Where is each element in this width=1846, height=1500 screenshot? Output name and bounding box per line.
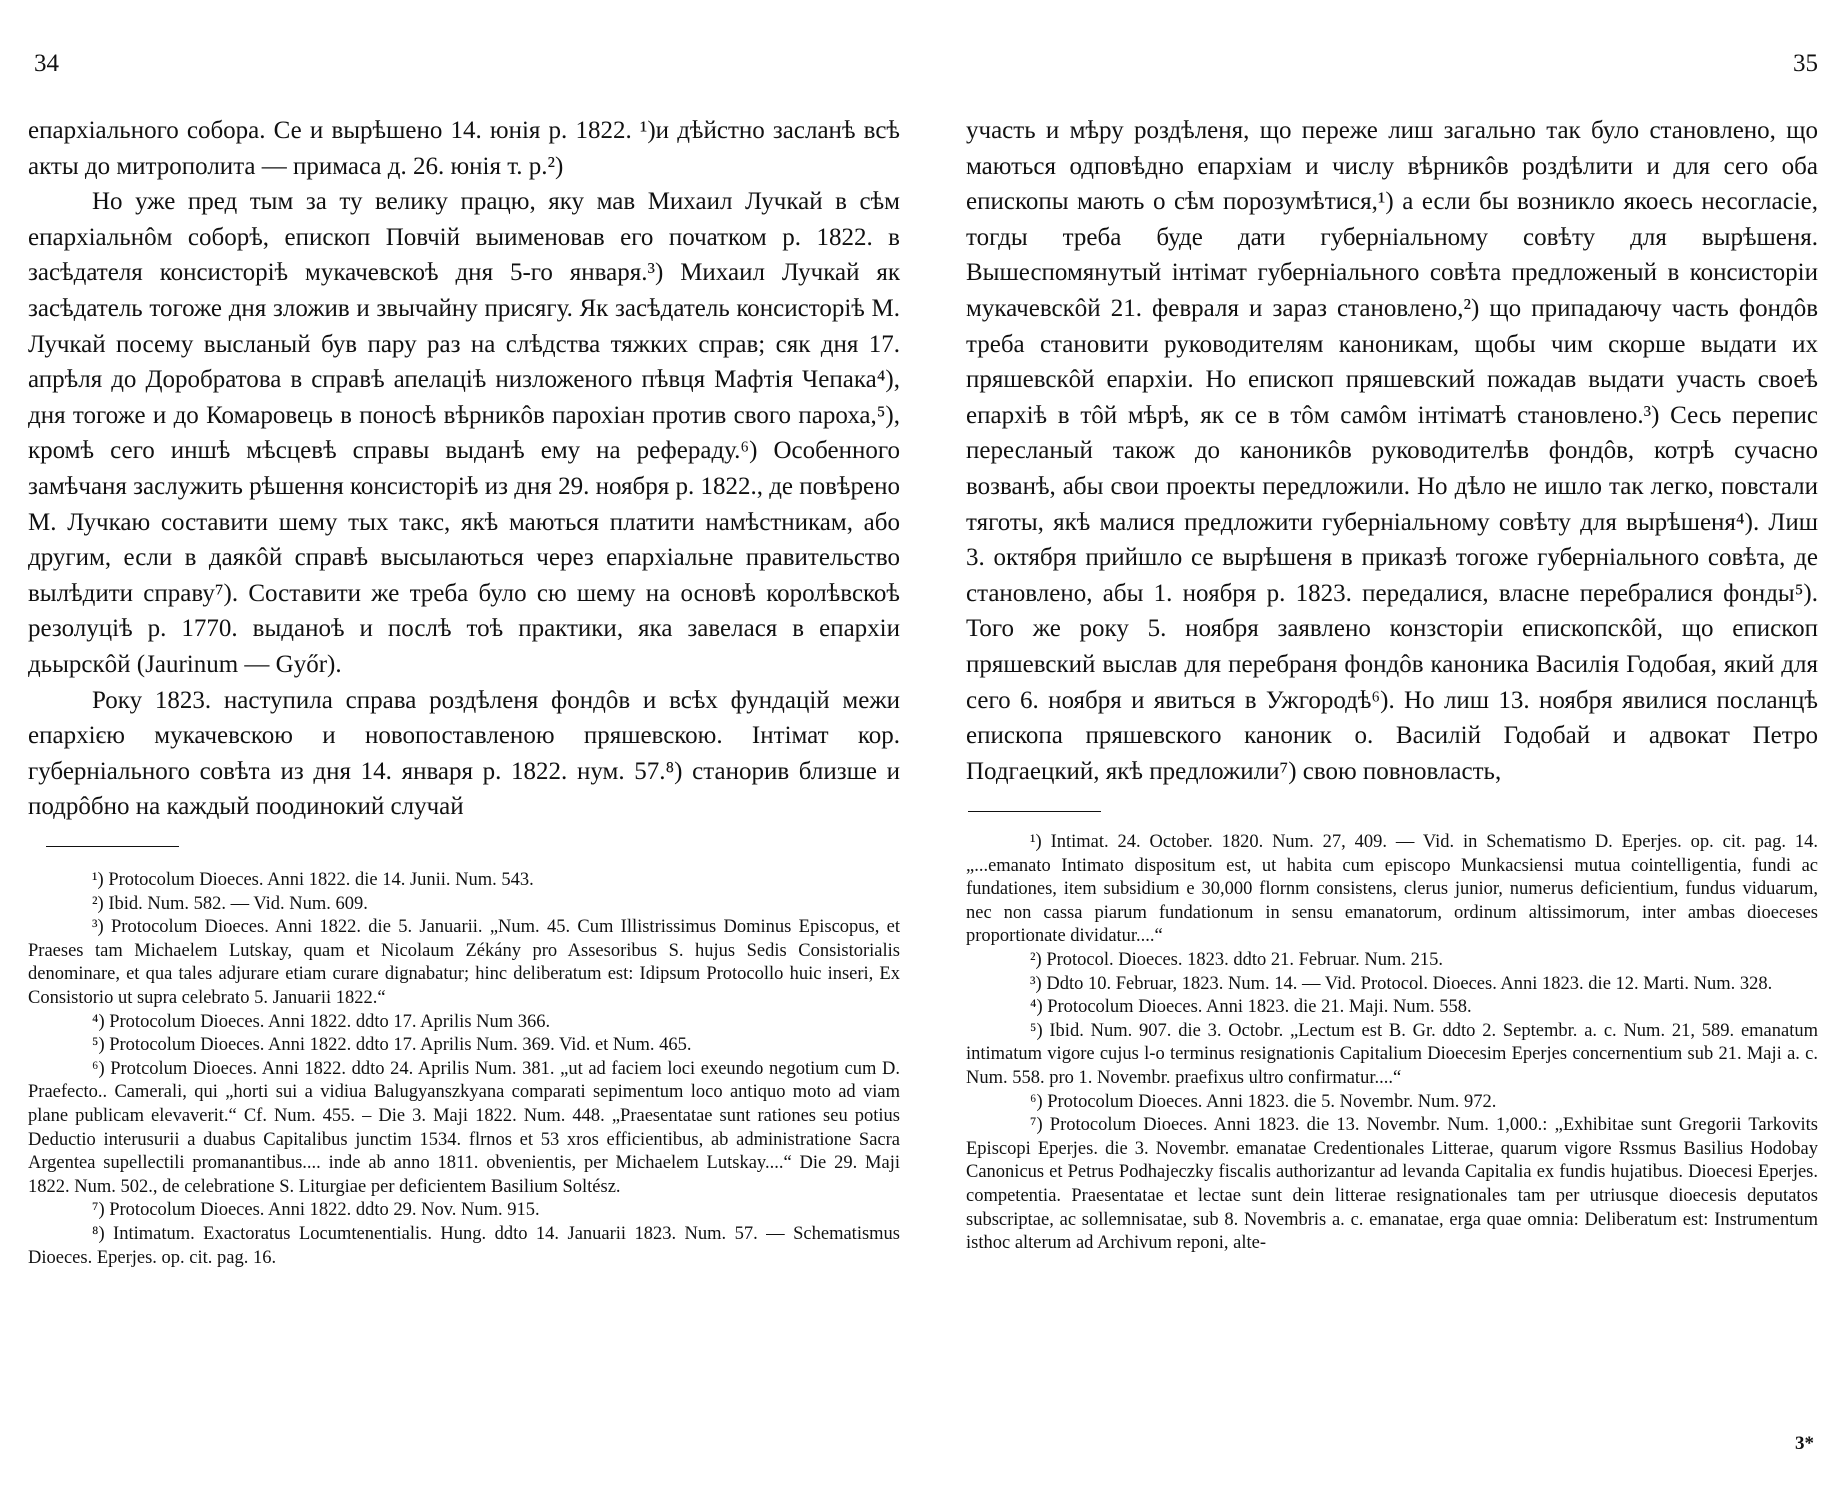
footnote: ⁴) Protocolum Dioeces. Anni 1822. ddto 17. Aprilis Num 366. xyxy=(92,1011,551,1032)
footnote: ⁶) Protocolum Dioeces. Anni 1823. die 5. Novembr. Num. 972. xyxy=(1030,1091,1497,1112)
footnote: ⁷) Protocolum Dioeces. Anni 1822. ddto 29. Nov. Num. 915. xyxy=(92,1200,540,1221)
footnote-divider xyxy=(46,846,179,847)
page-number: 35 xyxy=(1793,50,1818,77)
paragraph: участь и мѣру роздѣленя, що переже лиш загально так було становлено, що маються одповѣдно епархіам и числу вѣрникôв роздѣлити и для сего оба епископы мають о сѣм порозумѣтися,¹) а если бы возникло якоесь несогласіе, тогды треба буде дати губерніальному совѣту для вырѣшеня. Вышеспомянутый інтімат губерніального совѣта предложеный в консисторіи мукачевскôй 21. февраля и зараз становлено,²) що припадаючу часть фондôв треба становити руководителям каноникам, щобы чим скорше выдати их пряшевскôй епархіи. Но епископ пряшевский пожадав выдати участь своеѣ епархіѣ в тôй мѣрѣ, як се в тôм самôм інтіматѣ становлено.³) Сесь перепис пересланый також до каноникôв руководителѣв фондôв, котрѣ сучасно возванѣ, абы свои проекты передложили. Но дѣло не ишло так легко, повстали тяготы, якѣ малися предложити губерніальному совѣту для вырѣшеня⁴). Лиш 3. октября прийшло се вырѣшеня в приказѣ тогоже губерніального совѣта, де становлено, абы 1. ноября р. 1823. передалися, власне перебралися фонды⁵). Того же року 5. ноября заявлено конзсторіи епископскôй, що епископ пряшевский выслав для перебраня фондôв каноника Василія Годобая, який для сего 6. ноября и явиться в Ужгородѣ⁶). Но лиш 13. ноября явилися посланцѣ епископа пряшевского каноник о. Василій Годобай и адвокат Петро Подгаецкий, якѣ предложили⁷) свою повновласть, xyxy=(966,117,1818,785)
paragraph: епархіального собора. Се и вырѣшено 14. юнія р. 1822. ¹)и дѣйстно засланѣ всѣ акты до митрополита — примаса д. 26. юнія т. р.²) xyxy=(28,117,900,180)
footnotes xyxy=(28,869,900,1270)
main-text xyxy=(28,113,900,825)
footnote: ²) Ibid. Num. 582. — Vid. Num. 609. xyxy=(92,893,368,914)
right-page xyxy=(966,0,1818,1500)
footnote: ⁴) Protocolum Dioeces. Anni 1823. die 21. Maji. Num. 558. xyxy=(1030,997,1472,1018)
footnote: ¹) Protocolum Dioeces. Anni 1822. die 14. Junii. Num. 543. xyxy=(92,870,534,890)
footnote: ³) Protocolum Dioeces. Anni 1822. die 5. Januarii. „Num. 45. Cum Illistrissimus Dominus Episcopus, et Praeses tam Michaelem Lutskay, quam et Nicolaum Zékány pro Assesoribus S. hujus Sedis Consistorialis denominare, et qua tales adjurare etiam curare dignabatur; hinc deliberatum est: Idipsum Protocollo huic inseri, Ex Consistorio ut supra celebrato 5. Januarii 1822.“ xyxy=(28,917,900,1008)
main-text xyxy=(966,113,1818,789)
footnote: ³) Ddto 10. Februar, 1823. Num. 14. — Vid. Protocol. Dioeces. Anni 1823. die 12. Marti. Num. 328. xyxy=(1030,973,1773,994)
footnote: ⁵) Ibid. Num. 907. die 3. Octobr. „Lectum est B. Gr. ddto 2. Septembr. a. c. Num. 21, 589. emanatum intimatum vigore cujus l-o terminus resignationis Capitalium Dioecesim Eperjes concernentium sub 21. Maji a. c. Num. 558. pro 1. Novembr. praefixus ultro confirmatur....“ xyxy=(966,1020,1818,1088)
paragraph: Року 1823. наступила справа роздѣленя фондôв и всѣх фундацій межи епархією мукачевскою и новопоставленою пряшевскою. Інтімат кор. губерніального совѣта из дня 14. января р. 1822. нум. 57.⁸) станорив близше и подрôбно на каждый поодинокий случай xyxy=(28,686,900,821)
signature-mark: 3* xyxy=(1795,1433,1814,1454)
page-number: 34 xyxy=(34,50,59,77)
footnote: ¹) Intimat. 24. October. 1820. Num. 27, 409. — Vid. in Schematismo D. Eperjes. op. cit. pag. 14. „...emanato Intimato dispositum est, ut habita cum episcopo Munkacsiensi mutua cointelligentia, fundi ac fundationes, item subsidium e 30,000 flornm consistens, clerus junior, numerus deficientium, fundus viduarum, nec non cassa piarum fundationum in sensu emanatorum, ordinum altissimorum, inter ambas dioeceses proportionate dividatur....“ xyxy=(966,832,1818,947)
paragraph: Но уже пред тым за ту велику працю, яку мав Михаил Лучкай в сѣм епархіальнôм соборѣ, епископ Повчій выименовав его початком р. 1822. в засѣдателя консисторіѣ мукачевскоѣ дня 5-го января.³) Михаил Лучкай як засѣдатель тогоже дня зложив и звычайну присягу. Як засѣдатель консисторіѣ М. Лучкай посему высланый був пару раз на слѣдства тяжких справ; сяк дня 17. апрѣля до Доробратова в справѣ апелаціѣ низложеного пѣвця Мафтія Чепака⁴), дня тогоже и до Комаровець в поносѣ вѣрникôв парохіан против свого пароха,⁵), кромѣ сего иншѣ мѣсцевѣ справы выданѣ ему на рефераду.⁶) Особенного замѣчаня заслужить рѣшення консисторіѣ из дня 29. ноября р. 1822., де повѣрено М. Лучкаю составити шему тых такс, якѣ маються платити намѣстникам, або другим, если в даякôй справѣ высылаються через епархіальне правительство вылѣдити справу⁷). Составити же треба було сю шему на основѣ королѣвскоѣ резолуціѣ р. 1770. выданоѣ и послѣ тоѣ практики, яка завелася в епархіи дьырскôй (Jaurinum — Győr). xyxy=(28,188,900,678)
footnote: ²) Protocol. Dioeces. 1823. ddto 21. Februar. Num. 215. xyxy=(1030,949,1444,970)
footnotes xyxy=(966,831,1818,1256)
footnote: ⁵) Protocolum Dioeces. Anni 1822. ddto 17. Aprilis Num. 369. Vid. et Num. 465. xyxy=(92,1035,692,1056)
footnote: ⁸) Intimatum. Exactoratus Locumtenentialis. Hung. ddto 14. Januarii 1823. Num. 57. — Schematismus Dioeces. Eperjes. op. cit. pag. 16. xyxy=(28,1223,900,1268)
footnote-divider xyxy=(968,811,1101,812)
left-page xyxy=(28,0,900,1500)
footnote: ⁶) Protcolum Dioeces. Anni 1822. ddto 24. Aprilis Num. 381. „ut ad faciem loci exeundo negotium cum D. Praefecto.. Camerali, qui „horti sui a vidiua Balugyanszkyana comparati sepimentum loco antiquo moto ad viam plane publicam elevaverit.“ Cf. Num. 455. – Die 3. Maji 1822. Num. 448. „Praesentatae sunt rationes seu potius Deductio interusurii a duabus Capitalibus junctim 1534. flrnos et 53 xros efficientibus, ab administratione Sacra Argentea supellectili promanantibus.... inde ab anno 1811. obvenientis, per Michaelem Lutskay....“ Die 29. Maji 1822. Num. 502., de celebratione S. Liturgiae per deficientem Basilium Soltész. xyxy=(28,1058,900,1197)
footnote: ⁷) Protocolum Dioeces. Anni 1823. die 13. Novembr. Num. 1,000.: „Exhibitae sunt Gregorii Tarkovits Episcopi Eperjes. die 3. Novembr. emanatae Credentionales Litterae, quarum vigore Rssmus Basilius Hodobay Canonicus et Petrus Podhajeczky fiscalis authorizantur ad levanda Capitalia ex fundis hujatibus. Dioecesi Eperjes. competentia. Praesentatae et lectae sunt dein litterae resignationales tam per utriusque dioecesis deputatos subscriptae, ac sollemnisatae, sub 8. Novembris a. c. emanatae, erga quae omnia: Deliberatum est: Instrumentum isthoc alterum ad Archivum reponi, alte- xyxy=(966,1115,1818,1254)
